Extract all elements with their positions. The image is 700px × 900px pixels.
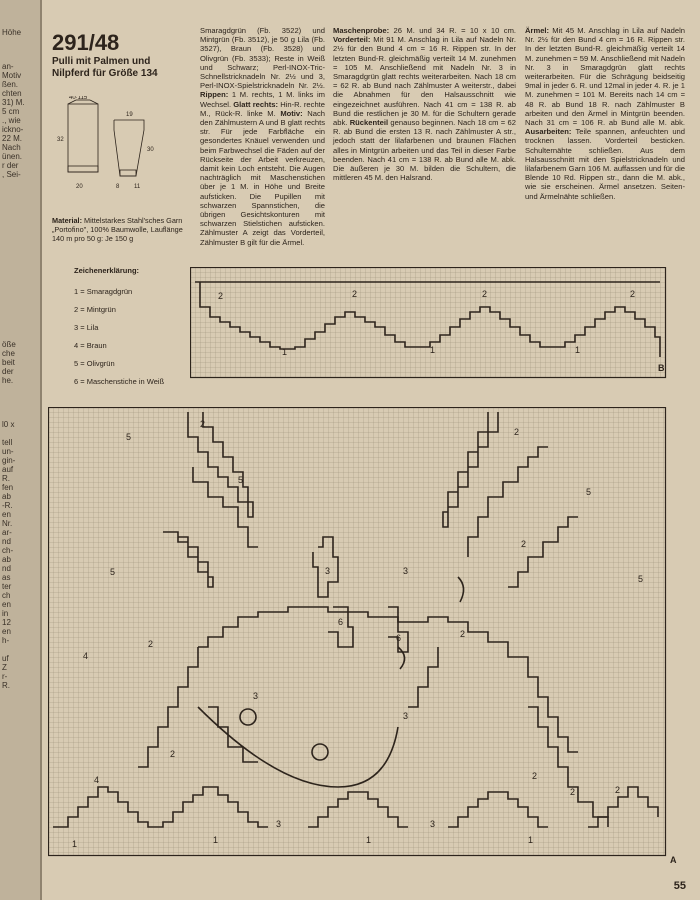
chart-a-color-label: 5 [238, 475, 244, 485]
previous-page-fragment: an- Motiv ßen. chten 31) M. 5 cm ., wie ickno- 22 M. Nach ünen. r der , Sei- [2, 62, 25, 179]
chart-b-color-label: 1 [430, 345, 436, 355]
chart-a-color-label: 6 [396, 633, 402, 643]
previous-page-fragment: l0 x tell un- gin- auf R. fen ab -R. en Nr. ar- nd ch- ab nd as ter ch en in 12 en h- uf Z r- R. [2, 420, 16, 690]
text-column-3: Ärmel: Mit 45 M. Anschlag in Lila auf Nadeln Nr. 2½ für den Bund 4 cm = 16 R. Rippen str. In der letzten Bund-R. gleichmäßig verteilt 14 M. zunehmen = 59 M. Anschließend mit Nadeln Nr. 3 in Smaragdgrün glatt rechts weiterarbeiten. Für die Schrägung beidseitig 9mal in jeder 6. R. und 12mal in jeder 4. R. je 1 M. zunehmen = 101 M. Bereits nach 14 cm = 48 R. ab Bund 18 R. nach Zählmuster B arbeiten und den Ärmel in Mintgrün beenden. Nach 31 cm = 106 R. ab Bund alle M. abk. Ausarbeiten: Teile spannen, anfeuchten und trocknen lassen. Vorderteil besticken. Schulternähte schließen. Aus dem Halsausschnitt mit den Spielstricknadeln und lilafarbenem Garn 106 M. auffassen und für die Blende 10 Rd. Rippen str., dann die M. abk., wie sie erscheinen. Ärmel ansetzen. Seiten- und Ärmelnähte schließen. [525, 26, 685, 201]
legend-title: Zeichenerklärung: [74, 266, 140, 275]
chart-b-letter: B [658, 363, 665, 373]
chart-a-color-label: 2 [148, 639, 154, 649]
chart-a-color-label: 5 [586, 487, 592, 497]
legend-item: 2 = Mintgrün [74, 305, 116, 314]
chart-a-color-label: 2 [570, 787, 576, 797]
legend-item: 4 = Braun [74, 341, 107, 350]
legend-item: 6 = Maschenstiche in Weiß [74, 377, 165, 386]
legend-item: 1 = Smaragdgrün [74, 287, 133, 296]
chart-a-color-label: 5 [638, 574, 644, 584]
schematic-label: 32 [57, 137, 64, 143]
chart-a-color-label: 2 [514, 427, 520, 437]
section-heading: Maschenprobe: [333, 26, 390, 35]
chart-a-color-label: 2 [170, 749, 176, 759]
knitting-chart-b-grid [190, 267, 670, 379]
chart-a-color-label: 1 [366, 835, 372, 845]
knitting-chart-a-grid [48, 407, 684, 865]
pattern-title: Pulli mit Palmen und Nilpferd für Größe 134 [52, 56, 158, 79]
material-heading: Material: [52, 216, 83, 225]
schematic-label: 30 [147, 147, 154, 153]
schematic-label: 19 [126, 112, 133, 118]
chart-b-color-label: 1 [575, 345, 581, 355]
legend-item: 3 = Lila [74, 323, 99, 332]
chart-a-color-label: 3 [403, 711, 409, 721]
chart-a-color-label: 2 [200, 419, 206, 429]
schematic-label: 11 [134, 184, 141, 190]
chart-b-color-label: 2 [482, 289, 488, 299]
chart-a-color-label: 6 [338, 617, 344, 627]
section-heading: Rippen: [200, 90, 229, 100]
legend-item: 5 = Olivgrün [74, 359, 115, 368]
section-heading: Motiv: [280, 108, 303, 118]
chart-b-color-label: 1 [282, 347, 288, 357]
text-column-2: Maschenprobe: 26 M. und 34 R. = 10 x 10 cm. Vorderteil: Mit 91 M. Anschlag in Lila auf Nadeln Nr. 2½ für den Bund 4 cm = 16 R. Rippen str. In der letzten Bund-R. gleichmäßig verteilt 14 M. zunehmen = 105 M. Anschließend mit Nadeln Nr. 3 in Smaragdgrün glatt rechts weiterarbeiten. Nach 18 cm = 62 R. ab Bund nach Zählmuster A weiterstr., dabei die Abnahmen für den Halsausschnitt wie eingezeichnet ausführen. Nach 41 cm = 138 R. ab Bund die restlichen je 30 M. für die Schultern gerade abk. Rückenteil genauso beginnen. Nach 18 cm = 62 R. ab Bund die ersten 13 R. nach Zählmuster A str., jedoch statt der lilafarbenen und braunen Flächen alles in Mintgrün arbeiten und das Teil in dieser Farbe beenden. Nach 41 cm = 138 R. ab Bund alle M. abk. Die äußeren je 30 M. bilden die Schultern, die mittleren 45 M. den Halsrand. [333, 26, 516, 183]
knitting-chart-a [48, 407, 684, 865]
chart-a-color-label: 5 [110, 567, 116, 577]
previous-page-fragment: öße che beit der he. [2, 340, 16, 385]
chart-b-color-label: 2 [630, 289, 636, 299]
previous-page-strip [0, 0, 42, 900]
material-body: Mittelstarkes Stahl'sches Garn „Portofino", 100% Baumwolle, Lauflänge 140 m pro 50 g: Je 150 g [52, 216, 183, 243]
chart-a-color-label: 3 [276, 819, 282, 829]
column-1-intro: Smaragdgrün (Fb. 3522) und Mintgrün (Fb. 3512), je 50 g Lila (Fb. 3527), Braun (Fb. 3528) und Olivgrün (Fb. 3533); Reste in Weiß und Schwarz; Perl-INOX-Tric-Schnellstricknadeln Nr. 2½ und 3, Perl-INOX-Spielstricknadeln Nr. 2½. [200, 26, 325, 91]
section-heading: Vorderteil: [333, 35, 371, 45]
chart-a-color-label: 1 [72, 839, 78, 849]
chart-b-color-label: 2 [218, 291, 224, 301]
chart-a-color-label: 4 [83, 651, 89, 661]
chart-a-color-label: 1 [213, 835, 219, 845]
chart-a-color-label: 2 [615, 785, 621, 795]
chart-a-color-label: 4 [94, 775, 100, 785]
chart-legend [74, 266, 204, 395]
chart-a-color-label: 3 [430, 819, 436, 829]
chart-a-color-label: 5 [126, 432, 132, 442]
pattern-number: 291/48 [52, 30, 120, 55]
chart-a-color-label: 2 [521, 539, 527, 549]
chart-a-color-label: 2 [460, 629, 466, 639]
section-heading: Ärmel: [525, 26, 550, 35]
chart-a-letter: A [670, 855, 677, 865]
page-number: 55 [673, 880, 686, 892]
schematic-label: 40·115 [69, 96, 88, 101]
chart-a-color-label: 3 [253, 691, 259, 701]
chart-a-color-label: 3 [325, 566, 331, 576]
section-heading: Rückenteil [349, 118, 389, 128]
chart-b-color-label: 2 [352, 289, 358, 299]
chart-a-color-label: 3 [403, 566, 409, 576]
text-column-1: Smaragdgrün (Fb. 3522) und Mintgrün (Fb. 3512), je 50 g Lila (Fb. 3527), Braun (Fb. 3528) und Olivgrün (Fb. 3533); Reste in Weiß und Schwarz; Perl-INOX-Tric-Schnellstricknadeln Nr. 2½ und 3, Perl-INOX-Spielstricknadeln Nr. 2½. Rippen: 1 M. rechts, 1 M. links im Wechsel. Glatt rechts: Hin-R. rechte M., Rück-R. linke M. Motiv: Nach den Zählmustern A und B glatt rechts str. Für jede Farbfläche ein gesondertes Knäuel verwenden und beim Farbwechsel die Fäden auf der Rückseite der Arbeit verkreuzen, damit kein Loch entsteht. Die Augen nachträglich mit Maschenstichen über je 1 M. in Höhe und Breite aufsticken. Die Pupillen mit schwarzen Spannstichen, die übrigen Gesichtskonturen mit schwarzen Stielstichen aufsticken. Zählmuster A zeigt das Vorderteil, Zählmuster B gilt für die Ärmel. [200, 26, 325, 247]
chart-a-color-label: 1 [528, 835, 534, 845]
material-text [52, 216, 192, 243]
schematic-label: 20 [76, 184, 83, 190]
chart-a-color-label: 2 [532, 771, 538, 781]
size-schematic [52, 96, 192, 191]
section-heading: Glatt rechts: [233, 99, 279, 109]
schematic-label: 8 [116, 184, 120, 190]
previous-page-word: Höhe [2, 28, 22, 37]
knitting-chart-b [190, 267, 670, 379]
section-heading: Ausarbeiten: [525, 127, 572, 137]
